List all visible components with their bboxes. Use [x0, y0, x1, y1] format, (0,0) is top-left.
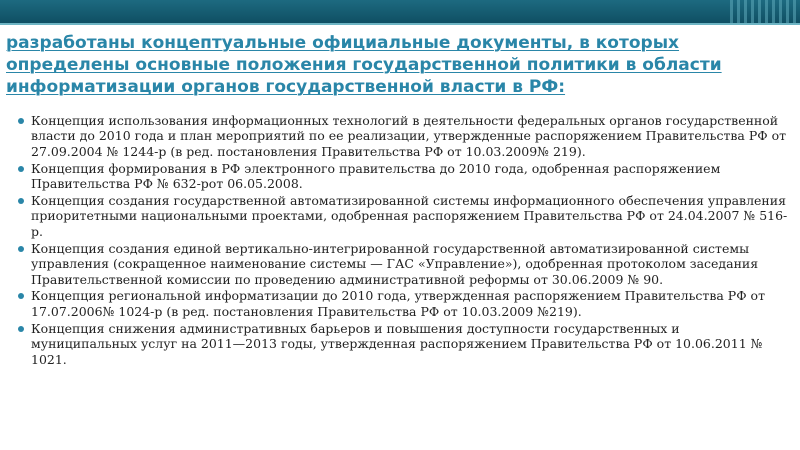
bullet-icon — [18, 246, 24, 252]
list-item — [18, 113, 788, 159]
bullet-icon — [18, 293, 24, 299]
list-item-text: Концепция создания единой вертикально-интегрированной государственной автоматизированной системы управления (сокращенное наименование системы — ГАС «Управление»), одобренная протоколом заседания Правительственной комиссии по проведению административной реформы от 30.06.2009 № 90. — [31, 240, 759, 287]
bullet-icon — [18, 118, 24, 124]
header-stripe-decoration — [730, 0, 800, 23]
list-item-text: Концепция снижения административных барьеров и повышения доступности государственных и муниципальных услуг на 2011—2013 годы, утвержденная распоряжением Правительства РФ от 10.06.2011 № 1021. — [31, 320, 763, 367]
bullet-icon — [18, 198, 24, 204]
list-item — [18, 241, 788, 287]
list-item-text: Концепция создания государственной автоматизированной системы информационного обеспечения управления приоритетными национальными проектами, одобренная распоряжением Правительства РФ от 24.04.2007 № 516-р. — [31, 193, 788, 239]
list-item — [18, 193, 788, 239]
list-item — [18, 161, 788, 192]
list-item-text: Концепция использования информационных технологий в деятельности федеральных органов государственной власти до 2010 года и план мероприятий по ее реализации, утвержденные распоряжением Правительства РФ от 27.09.2004 № 1244-р (в ред. постановления Правительства РФ от 10.03.2009№ 219). — [31, 113, 787, 159]
slide-heading: разработаны концептуальные официальные документы, в которых определены основные положения государственной политики в области информатизации органов государственной власти в РФ: — [6, 33, 722, 97]
header-bar — [0, 0, 800, 23]
bullet-icon — [18, 166, 24, 172]
bullet-icon — [18, 326, 24, 332]
list-item — [18, 288, 788, 319]
list-item — [18, 321, 788, 367]
list-item-text: Концепция региональной информатизации до 2010 года, утвержденная распоряжением Правительства РФ от 17.07.2006№ 1024-р (в ред. постановления Правительства РФ от 10.03.2009 №219). — [31, 288, 766, 319]
concept-list — [18, 113, 788, 369]
header-divider — [0, 23, 800, 25]
list-item-text: Концепция формирования в РФ электронного правительства до 2010 года, одобренная распоряжением Правительства РФ № 632-рот 06.05.2008. — [31, 160, 721, 192]
